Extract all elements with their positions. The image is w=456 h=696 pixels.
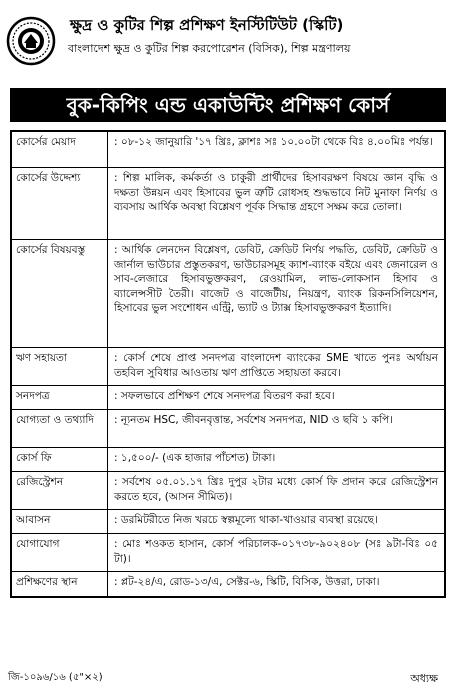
table-row-duration: [12, 132, 444, 168]
row-value: : ডরমিটরীতে নিজ খরচে স্বল্পমূল্যে থাকা-খাওয়ার ব্যবস্থা রয়েছে।: [114, 514, 378, 526]
notice-sheet: [6, 6, 450, 690]
row-label: যোগ্যতা ও তথ্যাদি: [12, 410, 108, 447]
institute-seal-icon: [6, 16, 56, 66]
row-value: : মোঃ শওকত হাসান, কোর্স পরিচালক-০১৭৩৮-৯০২৪০৮ (সঃ ৯টা-বিঃ ০৫ টা)।: [114, 538, 438, 565]
row-value: : সর্বশেষ ০৫.০১.১৭ খ্রিঃ দুপুর ২টার মধ্যে কোর্স ফি প্রদান করে রেজিস্ট্রেশন করতে হবে, (আসন সীমিত)।: [114, 476, 438, 503]
row-label: কোর্সের বিষয়বস্তু: [12, 240, 108, 347]
table-row-contact: [12, 534, 444, 572]
table-row-eligibility: [12, 410, 444, 448]
table-row-accommodation: [12, 510, 444, 534]
row-label: সনদপত্র: [12, 386, 108, 409]
row-label: আবাসন: [12, 510, 108, 533]
row-value: : ০৮-১২ জানুয়ারি '১৭ খ্রিঃ, ক্লাশঃ সঃ ১০.০০টা থেকে বিঃ ৪.০০মিঃ পর্যন্ত।: [114, 136, 433, 148]
notice-header: [6, 6, 450, 80]
row-label: ঋণ সহায়তা: [12, 348, 108, 385]
course-info-table: [10, 130, 446, 598]
row-value: : আর্থিক লেনদেন বিশ্লেষণ, ডেবিট, ক্রেডিট নির্ণয় পদ্ধতি, ডেবিট, ক্রেডিট ও জার্নাল ভাউচার প্রস্তুতকরণ, ভাউচারসমূহ ক্যাশ-ব্যাংক বইয়ে এবং জেনারেল ও সাব-লেজারে হিসাবভুক্তকরণ, রেওয়ামিল, লাভ-লোকসান হিসাব ও ব্যালেন্সসীট তৈরী। বাজেট ও বাজেটীয়, নিয়ন্ত্রণ, ব্যাংক রিকনসিলিয়েশন, হিসাবের ভুল সংশোধন এন্ট্রি, ভ্যাট ও ট্যাক্স হিসাবভুক্তকরণ ইত্যাদি।: [114, 244, 438, 314]
table-row-registration: [12, 472, 444, 510]
table-row-loan-support: [12, 348, 444, 386]
table-row-objective: [12, 168, 444, 240]
row-label: প্রশিক্ষণের স্থান: [12, 572, 108, 596]
row-value: : ১,৫০০/- (এক হাজার পাঁচশত) টাকা।: [114, 452, 276, 464]
row-value: : শিল্প মালিক, কর্মকর্তা ও চাকুরী প্রার্থীদের হিসাবরক্ষণ বিষয়ে জ্ঞান বৃদ্ধি ও দক্ষতা উন্নয়ন এবং হিসাবের ভুল ত্রুটি রোধসহ শুদ্ধভাবে নিট মুনাফা নির্ণয় ও ব্যবসায় আর্থিক অবস্থা বিশ্লেষণ পূর্বক সিদ্ধান্ত গ্রহণে সক্ষম করে তোলা।: [114, 172, 438, 213]
organization-title: ক্ষুদ্র ও কুটির শিল্প প্রশিক্ষণ ইনস্টিটিউট (স্কিটি): [70, 16, 344, 34]
table-row-certificate: [12, 386, 444, 410]
notice-reference: জি-১০৯৬/১৬ (৫"×২): [8, 672, 103, 683]
table-row-venue: [12, 572, 444, 596]
row-value: : কোর্স শেষে প্রাপ্ত সনদপত্র বাংলাদেশ ব্যাংকের SME খাতে পুনঃ অর্থায়ন তহবিল সুবিধার আওতায় ঋণ প্রাপ্তিতে সহায়তা করবে।: [114, 352, 438, 379]
row-value: : ন্যূনতম HSC, জীবনবৃত্তান্ত, সর্বশেষ সনদপত্র, NID ও ছবি ১ কপি।: [114, 414, 393, 426]
row-label: কোর্সের মেয়াদ: [12, 132, 108, 167]
organization-subtitle: বাংলাদেশ ক্ষুদ্র ও কুটির শিল্প করপোরেশন (বিসিক), শিল্প মন্ত্রণালয়: [68, 42, 351, 55]
table-row-content: [12, 240, 444, 348]
course-title-banner: বুক-কিপিং এন্ড একাউন্টিং প্রশিক্ষণ কোর্স: [10, 88, 446, 122]
table-row-course-fee: [12, 448, 444, 472]
row-value: : প্লট-২৪/এ, রোড-১৩/এ, সেক্টর-৬, স্কিটি, বিসিক, উত্তরা, ঢাকা।: [114, 576, 380, 588]
row-label: যোগাযোগ: [12, 534, 108, 571]
row-label: কোর্স ফি: [12, 448, 108, 471]
row-label: কোর্সের উদ্দেশ্য: [12, 168, 108, 239]
row-value: : সফলভাবে প্রশিক্ষণ শেষে সনদপত্র বিতরণ করা হবে।: [114, 390, 335, 402]
row-label: রেজিস্ট্রেশন: [12, 472, 108, 509]
signatory-title: অধ্যক্ষ: [410, 672, 438, 685]
